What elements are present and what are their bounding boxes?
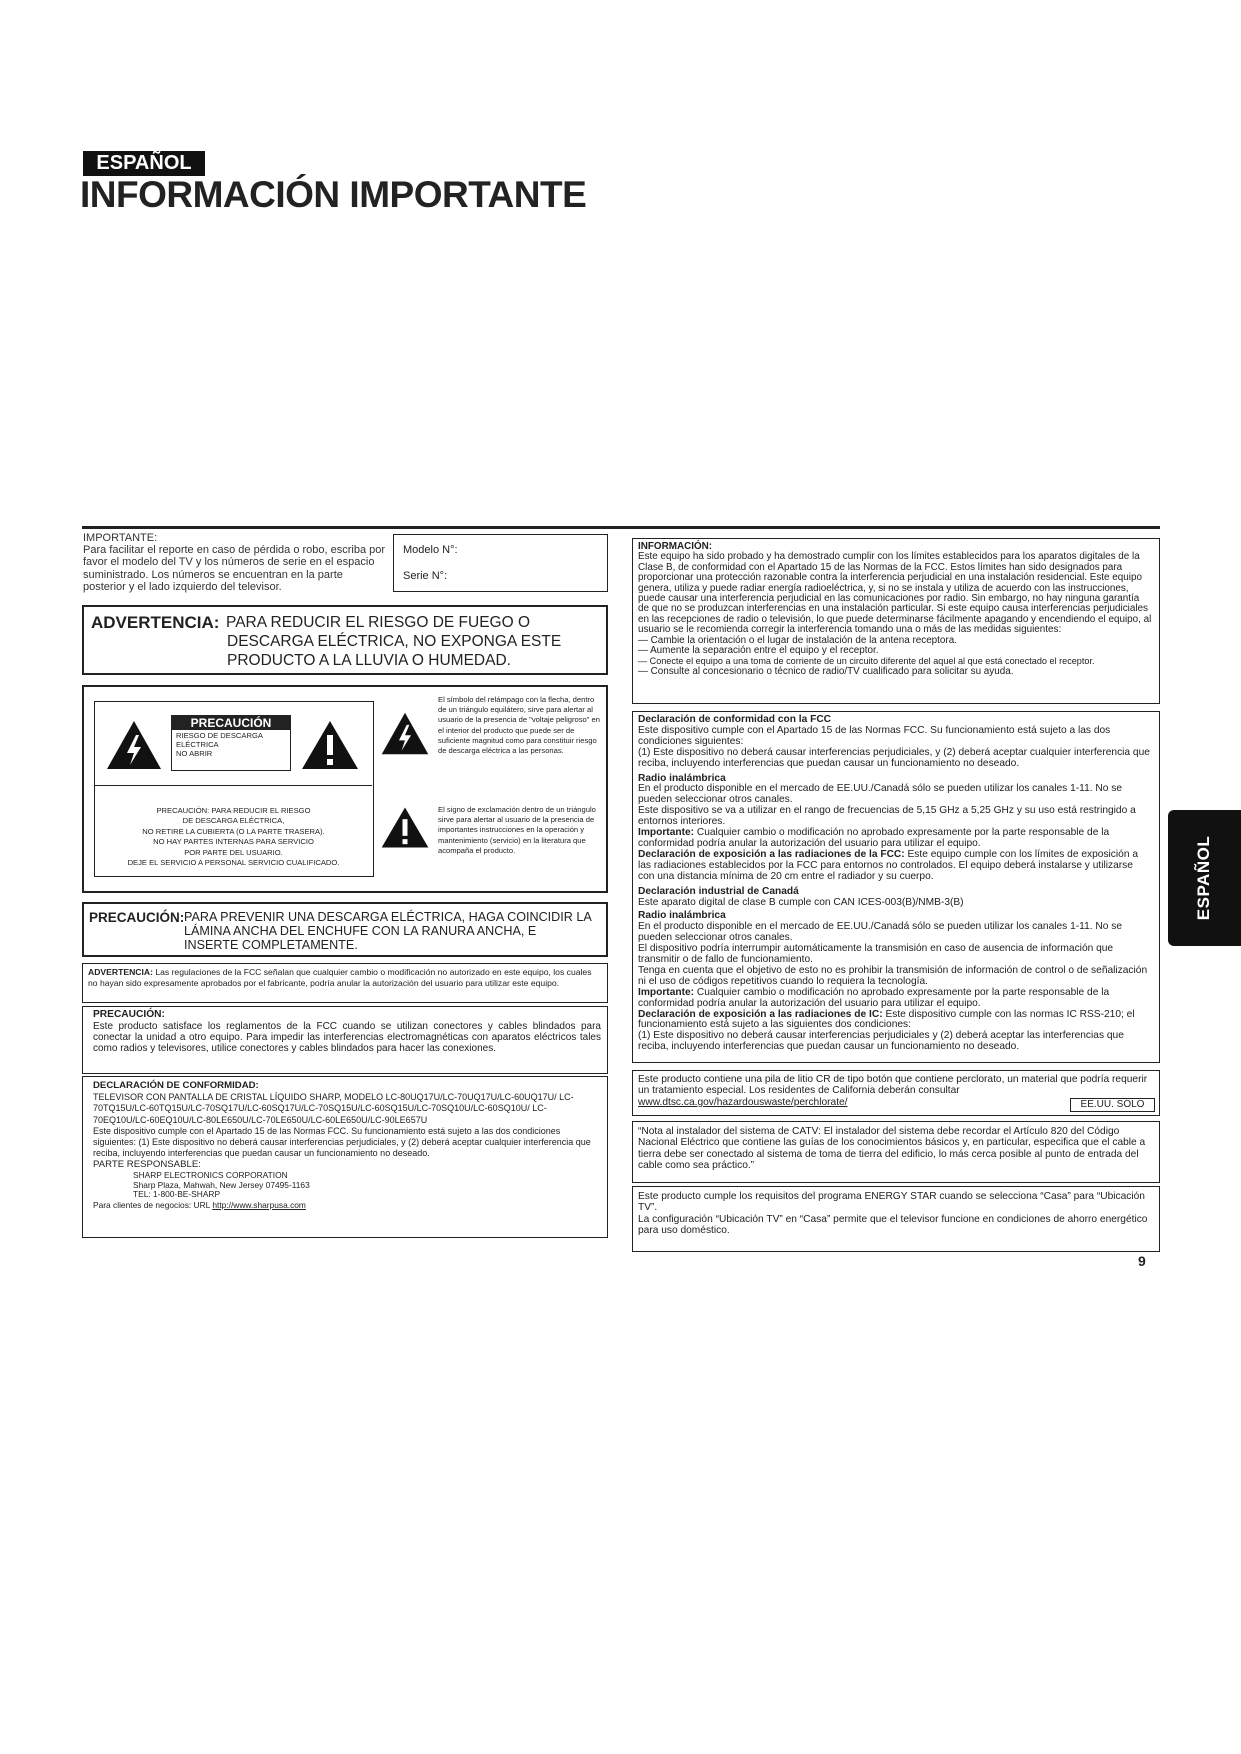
important-text-1: Cualquier cambio o modificación no aprobado expresamente por la parte responsable de la conformidad podría anular la autorización del usuario para utilizar el equipo. <box>638 827 1110 849</box>
responsible-party-details <box>93 1171 601 1200</box>
usa-only-badge: EE.UU. SÓLO <box>1070 1098 1155 1112</box>
fcc-exposure-text: Este equipo cumple con los límites de exposición a las radiaciones establecidos por la FCC para entornos no controlados. El equipo deberá instalarse y utilizarse con una distancia mínima de 20 cm entre el radiador y su cuerpo. <box>638 848 1138 882</box>
title-divider <box>82 526 1160 529</box>
information-item-2: — Aumente la separación entre el equipo y el receptor. <box>638 645 879 657</box>
language-tag: ESPAÑOL <box>83 151 205 176</box>
wireless-radio-text: En el producto disponible en el mercado de EE.UU./Canadá sólo se pueden utilizar los canales 1-11. No se pueden seleccionar otros canales. Este dispositivo se va a utilizar en el rango de frecuencias de 5,15 GHz a 5,25 GHz y su uso está restringido a entornos interiores. <box>638 783 1136 828</box>
energy-star-box <box>632 1186 1160 1252</box>
model-serial-box <box>393 534 608 592</box>
important-text-2: Cualquier cambio o modificación no aprobado expresamente por la parte responsable de la conformidad podría anular la autorización del usuario para utilizar el equipo. <box>638 986 1110 1009</box>
important-note-1 <box>638 828 1152 850</box>
fcc-conformity-heading: Declaración de conformidad con la FCC <box>638 714 832 725</box>
sharp-url-link[interactable]: http://www.sharpusa.com <box>212 1199 306 1210</box>
warning-box <box>82 605 608 675</box>
business-clients-label: Para clientes de negocios: URL <box>93 1199 213 1210</box>
fcc-warning-text: Las regulaciones de la FCC señalan que cualquier cambio o modificación no autorizado en este equipo, los cuales no hayan sido expresamente aprobados por el fabricante, podría anular la autorización del usuario para utilizar este equipo. <box>88 967 592 988</box>
important-note-2 <box>638 988 1152 1010</box>
business-clients-line <box>93 1200 601 1210</box>
exclamation-symbol-icon <box>380 805 430 850</box>
declaration-text: Este dispositivo cumple con el Apartado 15 de las Normas FCC. Su funcionamiento está sujeto a las dos condiciones siguientes: (1) Este dispositivo no deberá causar interferencias perjudiciales, y (2) deberá aceptar cualquier interferencia que reciba, incluyendo interferencias que puedan causar un funcionamiento no deseado. <box>93 1126 591 1159</box>
lightning-explanation: El símbolo del relámpago con la flecha, dentro de un triángulo equilátero, sirve para alertar al usuario de la presencia de "voltaje peligroso" en el interior del producto que puede ser de suficiente magnitud como para constituir riesgo de descarga eléctrica a las personas. <box>438 695 601 756</box>
important-label-2: Importante: <box>638 986 695 998</box>
ic-exposure-statement <box>638 1010 1152 1054</box>
fcc-exposure-label: Declaración de exposición a las radiaciones de la FCC: <box>638 848 905 860</box>
perchlorate-text: Este producto contiene una pila de litio CR de tipo botón que contiene perclorato, un material que podría requerir un tratamiento especial. Los residentes de California deberán consultar <box>638 1074 1148 1096</box>
important-label-1: Importante: <box>638 827 695 839</box>
page-number: 9 <box>1138 1253 1146 1269</box>
caution-badge-box <box>171 715 291 771</box>
side-tab-label: ESPAÑOL <box>1194 835 1213 921</box>
declaration-box <box>82 1076 608 1238</box>
intro-section <box>83 532 388 593</box>
fcc-warning-box <box>82 963 608 1003</box>
company-phone: TEL: 1-800-BE-SHARP <box>133 1189 221 1200</box>
fcc-declaration-content <box>638 715 1152 1053</box>
canada-heading: Declaración industrial de Canadá <box>638 885 799 897</box>
fcc-exposure-statement <box>638 850 1152 883</box>
caution-symbols-panel <box>82 685 608 893</box>
responsible-party-label: PARTE RESPONSABLE: <box>93 1159 201 1171</box>
page-title: INFORMACIÓN IMPORTANTE <box>80 174 587 215</box>
information-box <box>632 538 1160 704</box>
risk-text: RIESGO DE DESCARGA ELÉCTRICA NO ABRIR <box>176 731 263 758</box>
intro-heading: IMPORTANTE: <box>83 532 158 544</box>
fcc-warning-content <box>88 967 600 988</box>
shielded-caution-text: Este producto satisface los reglamentos de la FCC cuando se utilizan conectores y cables blindados para conectar la unidad a otro equipo. Para impedir las interferencias electromagnéticas con aparatos eléctricos tales como radios y televisores, utilice conectores y cables blindados para hacer las conexiones. <box>93 1021 601 1055</box>
plug-caution-label: PRECAUCIÓN: <box>89 910 185 925</box>
information-item-1: — Cambie la orientación o el lugar de instalación de la antena receptora. <box>638 634 957 646</box>
exclamation-explanation: El signo de exclamación dentro de un triángulo sirve para alertar al usuario de la presencia de importantes instrucciones en la operación y mantenimiento (servicio) en la literatura que acompaña el producto. <box>438 805 596 855</box>
caution-label-box <box>94 701 374 877</box>
information-text: Este equipo ha sido probado y ha demostrado cumplir con los límites establecidos para los aparatos digitales de la Clase B, de conformidad con el Apartado 15 de las Normas de la FCC. Estos límites han sido designados para proporcionar una protección razonable contra la interferencia perjudicial en una instalación residencial. Este equipo genera, utiliza y puede radiar energía radioeléctrica, y, si no se instala y utiliza de acuerdo con las instrucciones, puede causar una interferencia perjudicial en las comunicaciones por radio. Sin embargo, no hay ninguna garantía de que no se produzcan interferencias en una instalación particular. Si este equipo causa interferencias perjudiciales en las recepciones de radio o televisión, lo que puede determinarse fácilmente apagando y encendiendo el equipo, al usuario se le recomienda corregir la interferencia tomando una o más de las medidas siguientes: <box>638 551 1152 636</box>
perchlorate-box <box>632 1070 1160 1116</box>
serial-label: Serie N°: <box>403 570 448 582</box>
declaration-models: TELEVISOR CON PANTALLA DE CRISTAL LÍQUIDO SHARP, MODELO LC-80UQ17U/LC-70UQ17U/LC-60UQ17U/ LC-70TQ15U/LC-60TQ15U/LC-70SQ17U/LC-60SQ17U/LC-70SQ15U/LC-60SQ15U/LC-70SQ10U/LC-60SQ10U/ LC-70EQ10U/LC-60EQ10U/LC-80LE650U/LC-70LE650U/LC-60LE650U/LC-90LE657U <box>93 1091 574 1125</box>
language-side-tab <box>1168 810 1241 946</box>
catv-note-box <box>632 1121 1160 1183</box>
fcc-declaration-box <box>632 711 1160 1063</box>
catv-note-text: “Nota al instalador del sistema de CATV: El instalador del sistema debe recordar el Artículo 820 del Código Nacional Eléctrico que contiene las guías de los conocimientos básicos y, en particular, especifica que el cable a tierra debe ser conectado al sistema de toma de tierra del edificio, lo más cerca posible al punto de entrada del cable como sea práctico.” <box>638 1126 1146 1172</box>
company-name: SHARP ELECTRONICS CORPORATION <box>133 1169 288 1180</box>
declaration-heading: DECLARACIÓN DE CONFORMIDAD: <box>93 1080 259 1091</box>
canada-text: Este aparato digital de clase B cumple con CAN ICES-003(B)/NMB-3(B) <box>638 896 964 908</box>
plug-caution-text: PARA PREVENIR UNA DESCARGA ELÉCTRICA, HAGA COINCIDIR LA LÁMINA ANCHA DEL ENCHUFE CON LA RANURA ANCHA, E INSERTE COMPLETAMENTE. <box>184 910 592 952</box>
perchlorate-url-link[interactable]: www.dtsc.ca.gov/hazardouswaste/perchlorate/ <box>638 1097 848 1108</box>
plug-caution-box <box>82 902 608 957</box>
wireless-radio-heading-2: Radio inalámbrica <box>638 910 726 922</box>
exclamation-warning-icon <box>300 719 360 771</box>
intro-text: Para facilitar el reporte en caso de pérdida o robo, escriba por favor el modelo del TV y los números de serie en el espacio suministrado. Los números se encuentran en la parte posterior y el lado izquierdo del televisor. <box>83 544 386 593</box>
wireless-radio-heading: Radio inalámbrica <box>638 772 726 784</box>
warning-text: PARA REDUCIR EL RIESGO DE FUEGO O DESCARGA ELÉCTRICA, NO EXPONGA ESTE PRODUCTO A LA LLUVIA O HUMEDAD. <box>226 614 562 669</box>
model-label: Modelo N°: <box>403 544 458 556</box>
declaration-content <box>93 1080 601 1210</box>
fcc-warning-label: ADVERTENCIA: <box>88 967 153 977</box>
wireless-radio-text-2: En el producto disponible en el mercado de EE.UU./Canadá sólo se pueden utilizar los canales 1-11. No se pueden seleccionar otros canales. El dispositivo podría interrumpir automáticamente la transmisión en caso de ausencia de información que transmitir o de fallo de funcionamiento. Tenga en cuenta que el objetivo de esto no es prohibir la transmisión de información de control o de señalización ni el uso de códigos repetitivos cuando lo requiera la tecnología. <box>638 921 1148 987</box>
information-item-3: — Conecte el equipo a una toma de corriente de un circuito diferente del aquel al que está conectado el receptor. <box>638 656 1095 667</box>
information-content <box>638 542 1152 677</box>
caution-badge: PRECAUCIÓN <box>172 716 290 730</box>
caution-instructions: PRECAUCIÓN: PARA REDUCIR EL RIESGO DE DESCARGA ELÉCTRICA, NO RETIRE LA CUBIERTA (O LA PARTE TRASERA). NO HAY PARTES INTERNAS PARA SERVICIO POR PARTE DEL USUARIO. DEJE EL SERVICIO A PERSONAL SERVICIO CUALIFICADO. <box>127 806 340 868</box>
energy-star-text: Este producto cumple los requisitos del programa ENERGY STAR cuando se selecciona “Casa” para “Ubicación TV”. La configuración “Ubicación TV” en “Casa” permite que el televisor funcione en condiciones de ahorro energético para uso doméstico. <box>638 1191 1148 1237</box>
shielded-caution-label: PRECAUCIÓN: <box>93 1009 165 1020</box>
ic-exposure-label: Declaración de exposición a las radiaciones de IC: <box>638 1008 883 1020</box>
warning-label: ADVERTENCIA: <box>91 613 220 632</box>
fcc-conformity-text: Este dispositivo cumple con el Apartado 15 de las Normas FCC. Su funcionamiento está sujeto a las dos condiciones siguientes: (1) Este dispositivo no deberá causar interferencias perjudiciales, y (2) deberá aceptar cualquier interferencia que reciba, incluyendo interferencias que puedan causar un funcionamiento no deseado. <box>638 724 1150 769</box>
information-heading: INFORMACIÓN: <box>638 541 713 552</box>
lightning-symbol-icon <box>380 711 430 756</box>
ic-exposure-text: Este dispositivo cumple con las normas IC RSS-210; el funcionamiento está sujeto a las siguientes dos condiciones: (1) Este dispositivo no deberá causar interferencias perjudiciales y (2) deberá aceptar las interferencias que reciba, incluyendo interferencias que puedan causar un funcionamiento no deseado. <box>638 1008 1135 1053</box>
shielded-cables-box <box>82 1006 608 1074</box>
lightning-warning-icon <box>105 719 163 771</box>
company-address: Sharp Plaza, Mahwah, New Jersey 07495-1163 <box>133 1179 310 1190</box>
information-item-4: — Consulte al concesionario o técnico de radio/TV cualificado para solicitar su ayuda. <box>638 665 1014 677</box>
